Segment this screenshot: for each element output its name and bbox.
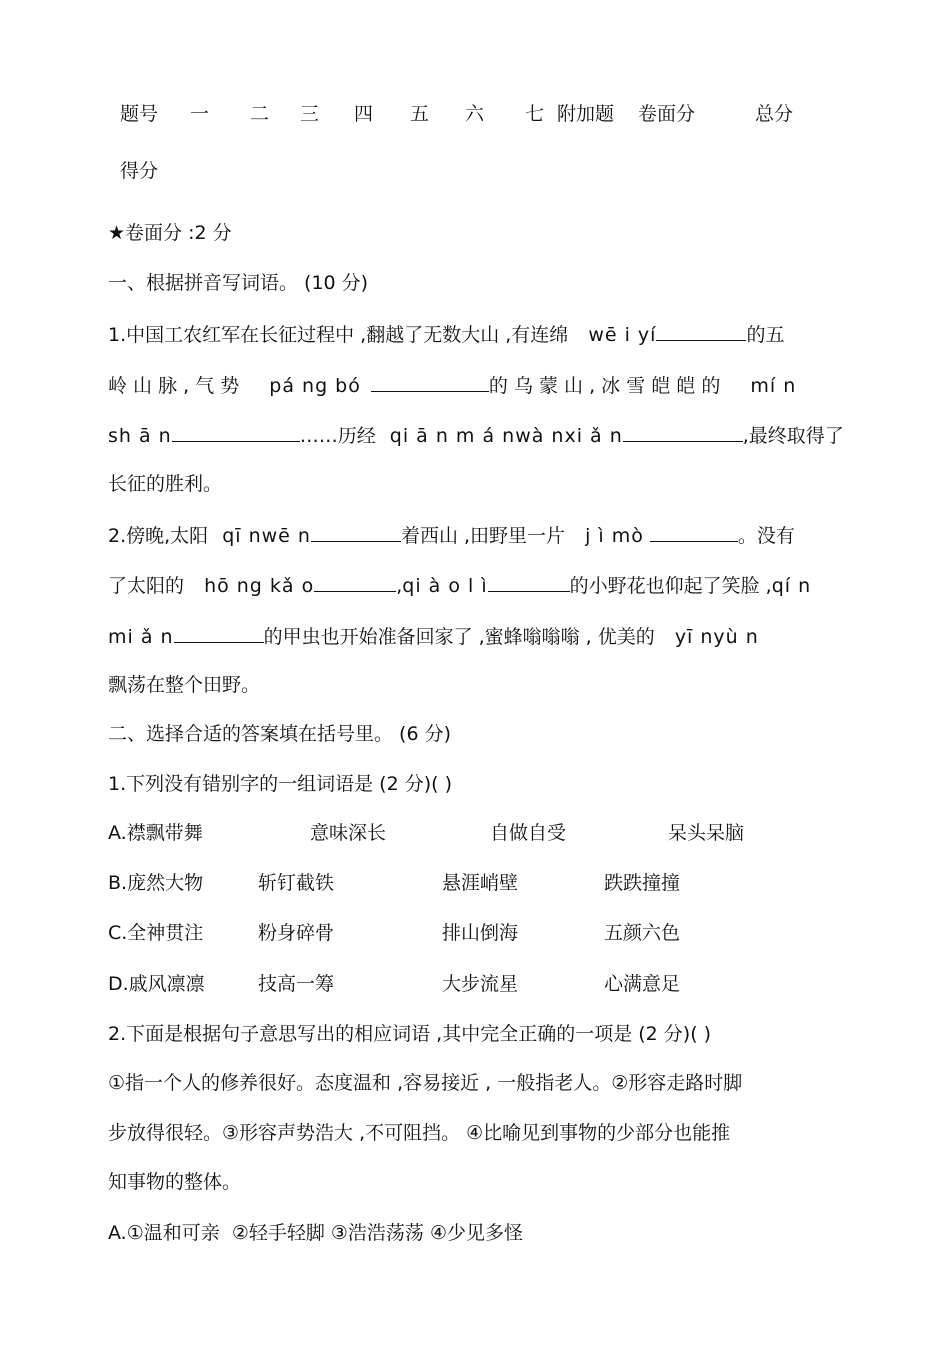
pinyin: qī nwē n (222, 525, 311, 547)
s2-q2-option-a[interactable]: A.①温和可亲 ②轻手轻脚 ③浩浩荡荡 ④少见多怪 (108, 1222, 523, 1244)
q1-line4: 长征的胜利。 (108, 473, 223, 495)
pinyin: hō ng kǎ o (204, 575, 315, 597)
answer-blank[interactable] (174, 623, 264, 643)
score-table-header (0, 101, 950, 127)
answer-blank[interactable] (650, 522, 738, 542)
pinyin: yī nyù n (674, 626, 759, 648)
answer-blank[interactable] (172, 422, 300, 442)
score-header-cell: 卷面分 (638, 103, 696, 125)
neatness-score: ★卷面分 :2 分 (108, 222, 232, 244)
answer-blank[interactable] (488, 572, 570, 592)
score-header-cell: 一 (190, 103, 210, 125)
s2-q2-desc: ①指一个人的修养很好。态度温和 ,容易接近 , 一般指老人。②形容走路时脚 (108, 1072, 743, 1094)
answer-blank[interactable] (623, 422, 743, 442)
score-header-cell: 五 (410, 103, 430, 125)
answer-blank[interactable] (311, 522, 401, 542)
s2-q2-desc: 知事物的整体。 (108, 1171, 242, 1193)
score-header-cell: 四 (354, 103, 374, 125)
score-header-cell: 六 (465, 103, 485, 125)
score-header-cell: 七 (525, 103, 545, 125)
score-header-cell: 附加题 (557, 103, 615, 125)
pinyin: qi ā n m á nwà nxi ǎ n (389, 425, 623, 447)
q2-line3: mi ǎ n 的甲虫也开始准备回家了 ,蜜蜂嗡嗡嗡 , 优美的 yī nyù n (108, 623, 759, 650)
answer-blank[interactable] (656, 321, 746, 341)
pinyin: mí n (750, 375, 797, 397)
score-header-cell: 题号 (120, 103, 159, 125)
q1-line1: 1.中国工农红军在长征过程中 ,翻越了无数大山 ,有连绵 wē i yí 的五 (108, 321, 784, 348)
q2-line2: 了太阳的 hō ng kǎ o ,qi à o l ì 的小野花也仰起了笑脸 ,qí n (108, 572, 811, 599)
score-header-cell: 总分 (755, 103, 794, 125)
section1-title: 一、根据拼音写词语。 (10 分) (108, 272, 369, 294)
pinyin: wē i yí (588, 324, 657, 346)
answer-blank[interactable] (314, 572, 396, 592)
q1-line3: sh ā n ……历经 qi ā n m á nwà nxi ǎ n ,最终取得了 (108, 422, 844, 449)
s2-q2-desc: 步放得很轻。③形容声势浩大 ,不可阻挡。 ④比喻见到事物的少部分也能推 (108, 1122, 731, 1144)
score-row-label: 得分 (120, 160, 159, 182)
q2-line4: 飘荡在整个田野。 (108, 674, 261, 696)
q1-line2: 岭 山 脉 , 气 势 pá ng bó 的 乌 蒙 山 , 冰 雪 皑 皑 的 mí n (108, 372, 796, 399)
pinyin: pá ng bó (269, 375, 361, 397)
answer-blank[interactable] (371, 372, 489, 392)
pinyin: sh ā n (108, 425, 172, 447)
pinyin: mi ǎ n (108, 626, 174, 648)
s2-q2-stem: 2.下面是根据句子意思写出的相应词语 ,其中完全正确的一项是 (2 分)( ) (108, 1023, 712, 1045)
pinyin: j ì mò (585, 525, 644, 547)
q2-line1: 2.傍晚,太阳 qī nwē n 着西山 ,田野里一片 j ì mò 。没有 (108, 522, 795, 549)
score-header-cell: 二 (250, 103, 270, 125)
score-header-cell: 三 (300, 103, 320, 125)
pinyin: qí n (771, 575, 812, 597)
section2-title: 二、选择合适的答案填在括号里。 (6 分) (108, 723, 451, 745)
s2-q1-stem: 1.下列没有错别字的一组词语是 (2 分)( ) (108, 773, 452, 795)
pinyin: qi à o l ì (402, 575, 488, 597)
